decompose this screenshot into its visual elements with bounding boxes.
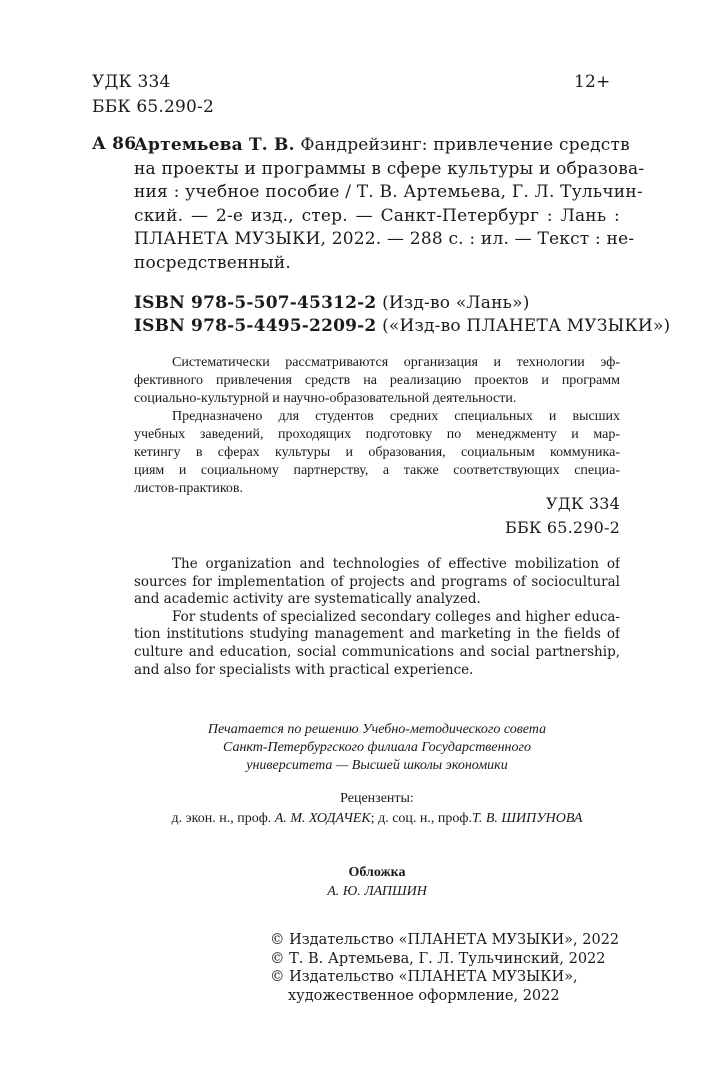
reviewers-title: Рецензенты:	[340, 791, 414, 806]
annotation-line: Предназначено для студентов средних специальных и высших	[172, 409, 620, 424]
approval-line: Печатается по решению Учебно-методического совета	[207, 722, 547, 737]
annotation-en	[134, 556, 620, 679]
copyright-line: художественное оформление, 2022	[288, 987, 560, 1004]
udk-repeat: УДК 334	[546, 494, 620, 513]
reviewer-name: А. М. ХОДАЧЕК	[274, 811, 371, 826]
catalog-line: посредственный.	[134, 252, 291, 273]
catalog-line: ния : учебное пособие / Т. В. Артемьева, Г. Л. Тульчин-	[134, 182, 643, 203]
isbn-line	[134, 316, 670, 336]
copyright-line: © Издательство «ПЛАНЕТА МУЗЫКИ»,	[270, 969, 578, 985]
copyright-line: © Издательство «ПЛАНЕТА МУЗЫКИ», 2022	[270, 932, 620, 948]
approval-line: университета — Высшей школы экономики	[246, 758, 508, 773]
annotation-line: tion institutions studying management and marketing in the fields of	[134, 626, 620, 643]
reviewers-line	[134, 810, 620, 828]
reviewer-degree: д. экон. н., проф.	[171, 811, 275, 826]
annotation-line: and academic activity are systematically analyzed.	[134, 591, 481, 608]
isbn-line	[134, 293, 530, 313]
catalog-line: Фандрейзинг: привлечение средств	[300, 135, 630, 155]
author-name: Артемьева Т. В.	[134, 135, 295, 155]
annotation-line: фективного привлечения средств на реализацию проектов и программ	[134, 373, 620, 388]
annotation-line: culture and education, social communications and social partnership,	[134, 643, 620, 660]
reviewer-name: Т. В. ШИПУНОВА	[471, 811, 583, 826]
catalog-line: на проекты и программы в сфере культуры и образова-	[134, 158, 645, 179]
approval-line: Санкт-Петербургского филиала Государственного	[223, 740, 531, 755]
annotation-line: For students of specialized secondary colleges and higher educa-	[172, 608, 620, 625]
catalog-code: А 86	[92, 134, 137, 154]
udk-code: УДК 334	[92, 72, 171, 92]
annotation-line: социально-культурной и научно-образовательной деятельности.	[134, 391, 517, 406]
annotation-line: циям и социальному партнерству, а также соответствующих специа-	[134, 463, 620, 478]
isbn-publisher: (Изд-во «Лань»)	[382, 293, 530, 313]
cover-title: Обложка	[348, 865, 406, 880]
cover-artist: А. Ю. ЛАПШИН	[327, 884, 427, 899]
catalog-line: ский. — 2-е изд., стер. — Санкт-Петербург : Лань :	[134, 205, 620, 226]
catalog-entry	[134, 134, 645, 276]
age-rating: 12+	[574, 72, 611, 92]
annotation-line: листов-практиков.	[134, 481, 244, 496]
annotation-line: and also for specialists with practical experience.	[134, 661, 474, 678]
bbk-repeat: ББК 65.290-2	[505, 518, 620, 537]
catalog-line: ПЛАНЕТА МУЗЫКИ, 2022. — 288 с. : ил. — Текст : не-	[134, 229, 635, 250]
annotation-ru	[134, 354, 620, 498]
bbk-code: ББК 65.290-2	[92, 97, 214, 117]
annotation-line: sources for implementation of projects and programs of sociocultural	[134, 573, 620, 590]
reviewer-degree: ; д. соц. н., проф.	[370, 811, 472, 826]
isbn-publisher: («Изд-во ПЛАНЕТА МУЗЫКИ»)	[382, 316, 671, 336]
annotation-line: The organization and technologies of effective mobilization of	[172, 556, 620, 572]
copyright-block	[270, 931, 619, 1005]
isbn-number: ISBN 978-5-4495-2209-2	[134, 316, 377, 336]
approval-note	[134, 721, 620, 775]
annotation-line: учебных заведений, проходящих подготовку по менеджменту и мар-	[134, 427, 620, 442]
isbn-number: ISBN 978-5-507-45312-2	[134, 293, 377, 313]
copyright-line: © Т. В. Артемьева, Г. Л. Тульчинский, 2022	[270, 950, 606, 967]
annotation-line: Систематически рассматриваются организация и технологии эф-	[172, 355, 620, 370]
annotation-line: кетингу в сферах культуры и образования, социальным коммуника-	[134, 445, 620, 460]
